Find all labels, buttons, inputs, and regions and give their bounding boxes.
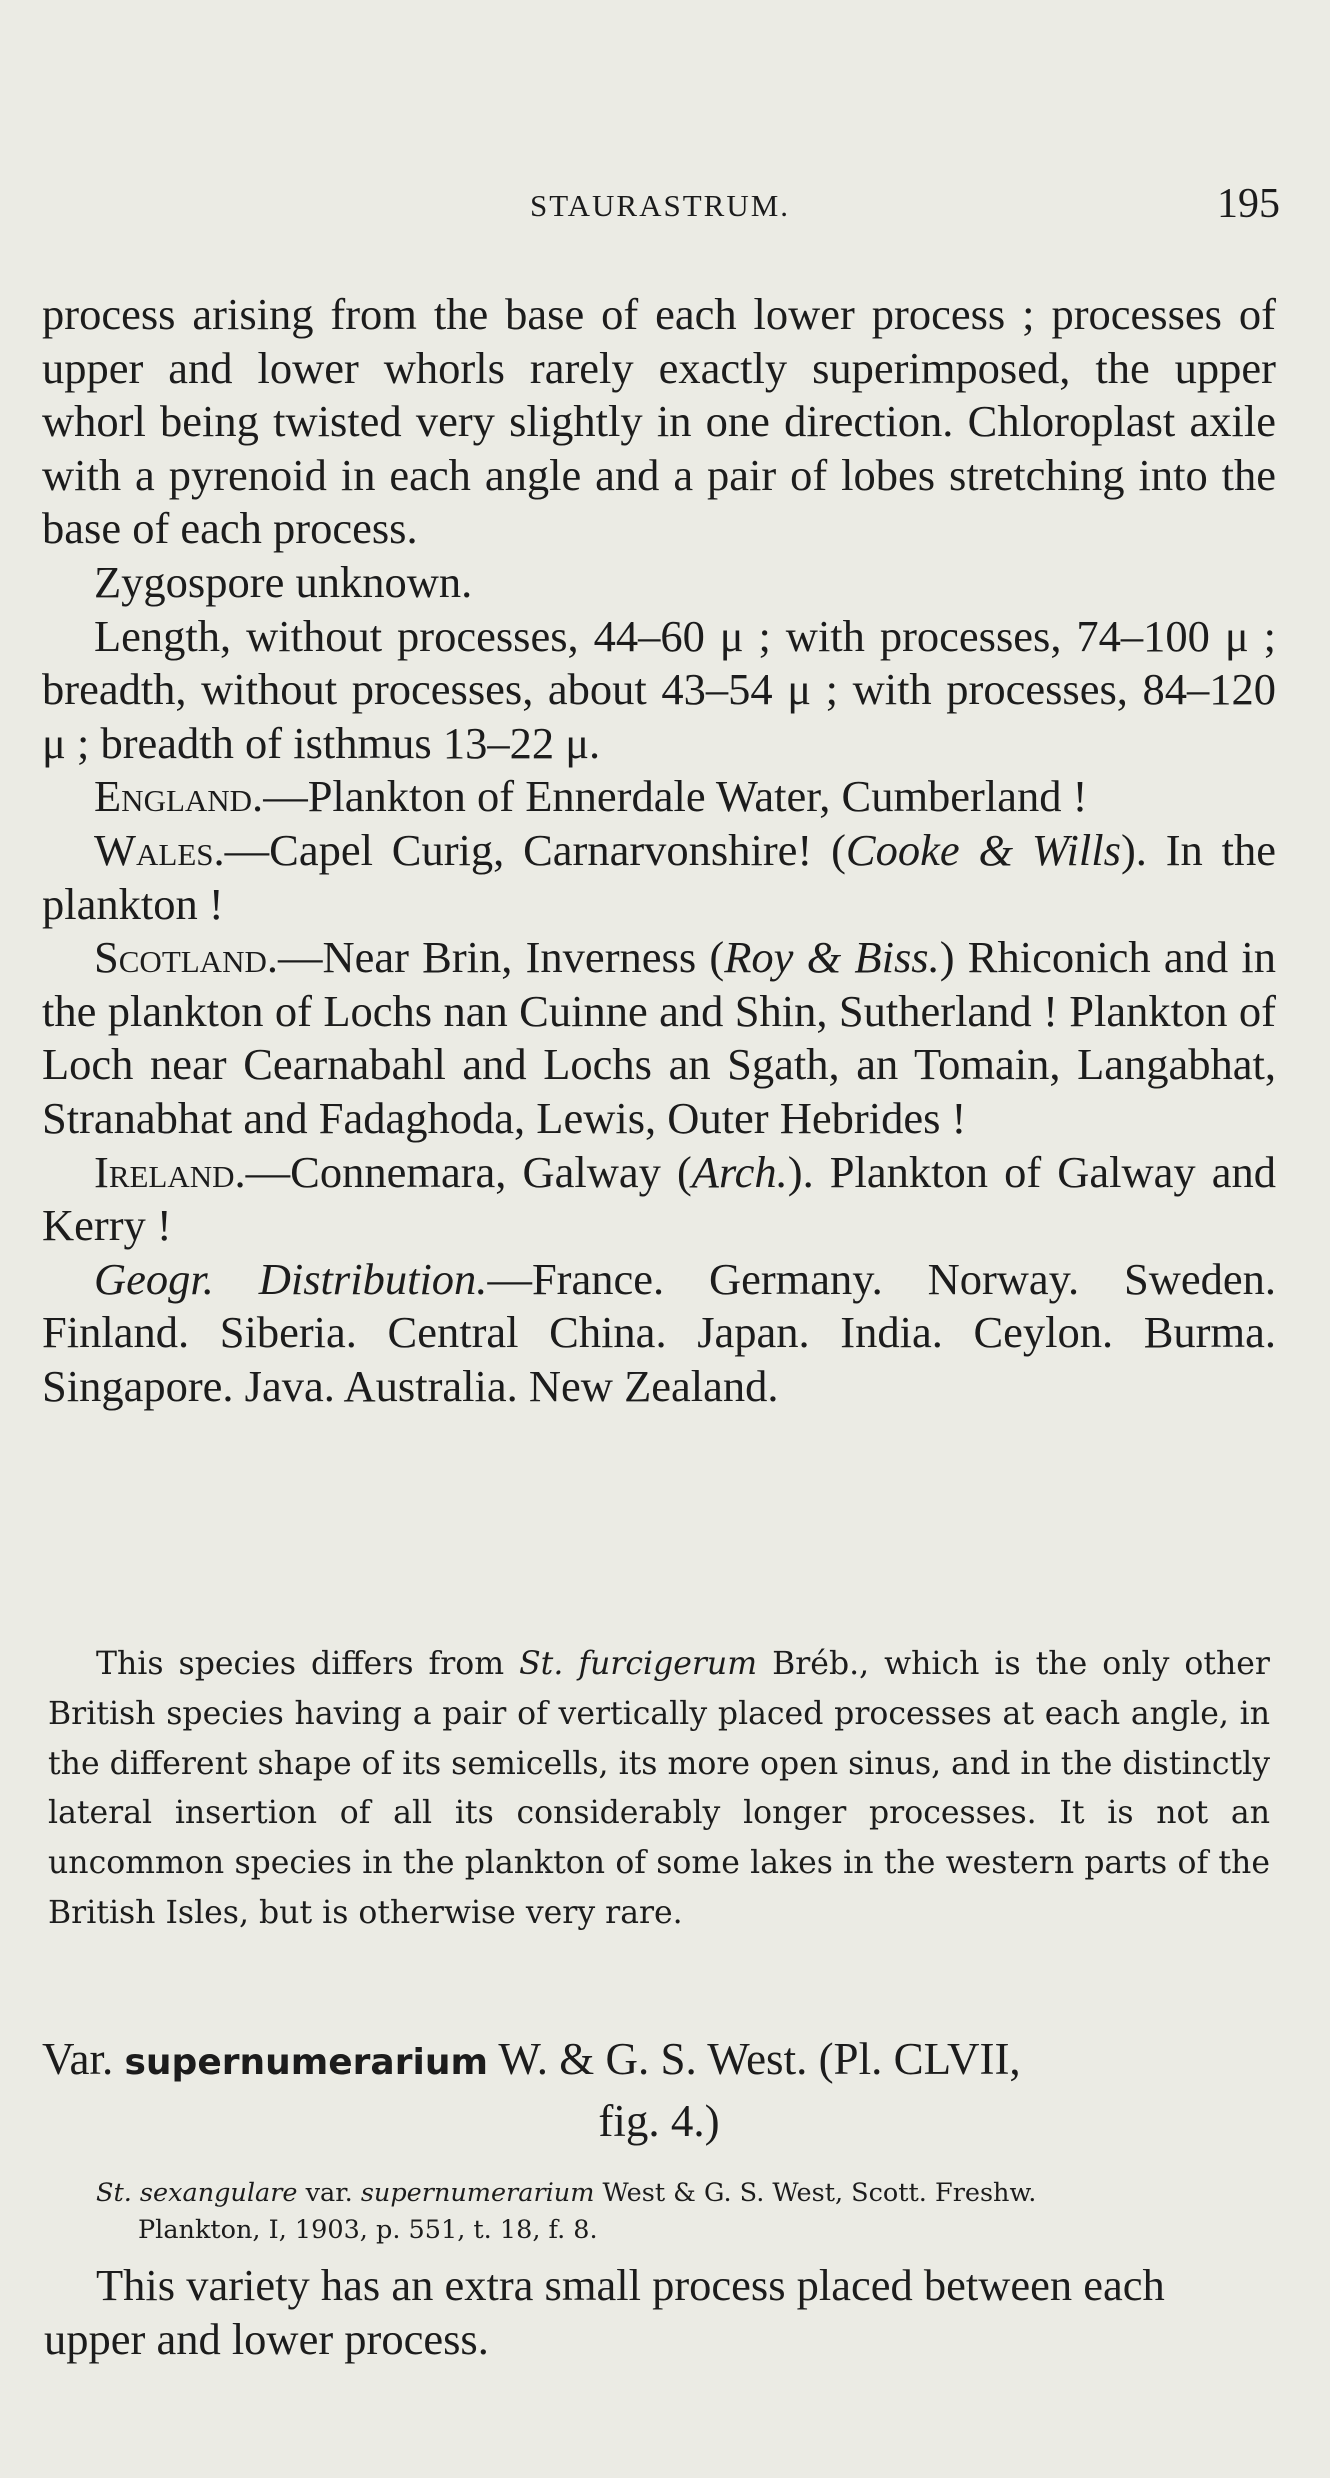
citation-source: West & G. S. West, Scott. Freshw. [594,2178,1037,2208]
scotland-text-end: ) Rhiconich and in the plankton of Lochs nan Cuinne and Shin, Sutherland ! Plankton of Loch near Cearnabahl and Lochs an Sgath, an Tomain, Langabhat, Stranabhat and Fadaghoda, Lewis, Outer Hebrides ! [42,932,1276,1143]
variety-prefix: Var. [42,2034,125,2084]
page-number: 195 [1217,181,1280,227]
variety-description-text: This variety has an extra small process placed between each upper and lower process. [44,2260,1165,2364]
geogr-label: Geogr. Distribution. [94,1253,488,1304]
variety-heading [42,2030,1276,2151]
variety-name: supernumerarium [124,2042,488,2083]
wales-text-end: ). In the plankton ! [42,824,1276,929]
variety-authority: W. & G. S. West. (Pl. CLVII, [487,2034,1021,2084]
running-head: STAURASTRUM. [529,188,791,223]
ireland-text-end: ). Plankton of Galway and Kerry ! [42,1146,1276,1251]
citation-species: St. sexangulare [96,2178,298,2208]
variety-figure-ref: fig. 4.) [598,2096,720,2146]
citation-line-2: Plankton, I, 1903, p. 551, t. 18, f. 8. [138,2215,598,2245]
ireland-label: Ireland. [94,1146,246,1197]
citation-var: var. [297,2178,361,2208]
wales-text: —Capel Curig, Carnarvonshire! ( [224,824,846,875]
england-label: England. [94,771,264,822]
geographic-distribution [42,1253,1276,1414]
description-paragraph: process arising from the base of each lower process ; processes of upper and lower whorls rarely exactly superimposed, the upper whorl being twisted very slightly in one direction. Chloroplast axile with a pyrenoid in each angle and a pair of lobes stretching into the base of each process. [42,289,1276,554]
note-species-ref: St. furcigerum [519,1646,758,1682]
distribution-scotland [42,931,1276,1145]
distribution-england [42,770,1276,824]
wales-authority: Cooke & Wills [845,824,1121,875]
england-text: —Plankton of Ennerdale Water, Cumberland ! [263,771,1088,822]
geogr-text: —France. Germany. Norway. Sweden. Finland. Siberia. Central China. Japan. India. Ceylon. Burma. Singapore. Java. Australia. New Zealand. [42,1253,1276,1411]
species-note [48,1640,1270,1939]
note-text-1: This species differs from [96,1646,520,1682]
scotland-label: Scotland. [94,932,278,983]
zygospore-line: Zygospore unknown. [94,556,473,607]
ireland-authority: Arch. [691,1146,788,1197]
dimensions-paragraph: Length, without processes, 44–60 μ ; with processes, 74–100 μ ; breadth, without processes, about 43–54 μ ; with processes, 84–120 μ ; breadth of isthmus 13–22 μ. [42,610,1276,768]
citation-variety: supernumerarium [360,2178,595,2208]
note-text-2: Bréb., which is the only other British species having a pair of vertically placed processes at each angle, in the different shape of its semicells, its more open sinus, and in the distinctly lateral insertion of all its considerably longer processes. It is not an uncommon species in the plankton of some lakes in the western parts of the British Isles, but is otherwise very rare. [48,1646,1270,1931]
page-header [40,180,1280,240]
ireland-text: —Connemara, Galway ( [245,1146,692,1197]
variety-description [44,2258,1276,2366]
note-paragraph [48,1640,1270,1939]
species-description [42,288,1276,1413]
distribution-ireland [42,1146,1276,1253]
wales-label: Wales. [94,824,225,875]
variety-citation [96,2175,1276,2249]
scotland-text: —Near Brin, Inverness ( [277,932,725,983]
scotland-authority: Roy & Biss. [724,932,940,983]
distribution-wales [42,824,1276,931]
